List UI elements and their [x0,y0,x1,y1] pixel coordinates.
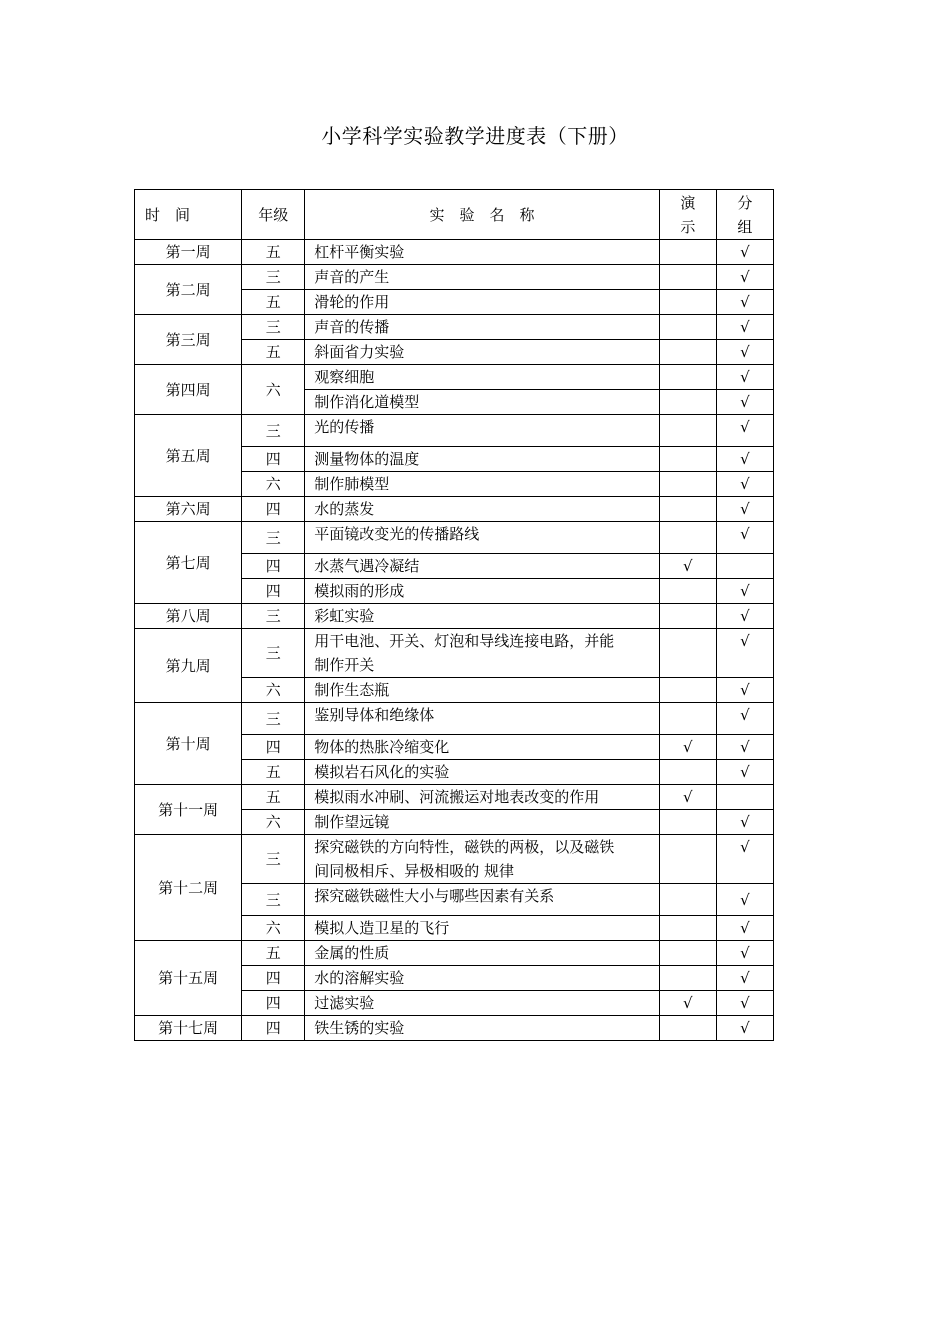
demo-mark-cell [659,290,716,315]
header-group-line1: 分 [737,193,753,212]
week-cell: 第十一周 [135,785,242,835]
grade-cell: 五 [242,760,305,785]
group-mark-cell: √ [716,884,773,916]
group-mark-cell: √ [716,966,773,991]
experiment-name-cell: 平面镜改变光的传播路线 [305,522,660,554]
demo-mark-cell [659,240,716,265]
group-mark-cell: √ [716,265,773,290]
demo-mark-cell [659,415,716,447]
group-mark-cell: √ [716,678,773,703]
table-row [135,315,774,340]
group-mark-cell: √ [716,1016,773,1041]
experiment-name-cell: 模拟雨的形成 [305,579,660,604]
week-cell: 第七周 [135,522,242,604]
grade-cell: 六 [242,678,305,703]
demo-mark-cell: √ [659,735,716,760]
week-cell: 第九周 [135,629,242,703]
grade-cell: 五 [242,290,305,315]
page-title: 小学科学实验教学进度表（下册） [321,124,629,148]
experiment-name-cell: 物体的热胀冷缩变化 [305,735,660,760]
experiment-name-cell: 声音的产生 [305,265,660,290]
week-cell: 第二周 [135,265,242,315]
week-cell: 第十二周 [135,835,242,941]
demo-mark-cell [659,703,716,735]
experiment-name-cell: 模拟人造卫星的飞行 [305,916,660,941]
experiment-name-cell: 滑轮的作用 [305,290,660,315]
grade-cell: 四 [242,735,305,760]
grade-cell: 六 [242,365,305,415]
experiment-name-cell: 水的蒸发 [305,497,660,522]
grade-cell: 五 [242,941,305,966]
header-demo-line2: 示 [680,217,696,236]
week-cell: 第六周 [135,497,242,522]
group-mark-cell: √ [716,447,773,472]
experiment-name-cell: 模拟岩石风化的实验 [305,760,660,785]
experiment-name-cell: 彩虹实验 [305,604,660,629]
grade-cell: 四 [242,447,305,472]
experiment-name-line1: 用干电池、开关、灯泡和导线连接电路，并能 [314,632,615,650]
demo-mark-cell [659,760,716,785]
demo-mark-cell: √ [659,554,716,579]
experiment-name-cell [305,629,660,678]
table-row [135,415,774,447]
header-demo [659,190,716,240]
experiment-schedule-table [134,189,774,1041]
experiment-name-cell: 制作生态瓶 [305,678,660,703]
header-experiment-name: 实 验 名 称 [305,190,660,240]
week-cell: 第十周 [135,703,242,785]
group-mark-cell: √ [716,579,773,604]
demo-mark-cell [659,604,716,629]
group-mark-cell [716,785,773,810]
table-row [135,522,774,554]
experiment-name-cell: 声音的传播 [305,315,660,340]
grade-cell: 四 [242,554,305,579]
group-mark-cell: √ [716,497,773,522]
grade-cell: 六 [242,916,305,941]
experiment-name-cell: 过滤实验 [305,991,660,1016]
group-mark-cell: √ [716,735,773,760]
demo-mark-cell [659,315,716,340]
demo-mark-cell [659,579,716,604]
demo-mark-cell [659,265,716,290]
week-cell: 第一周 [135,240,242,265]
group-mark-cell: √ [716,916,773,941]
group-mark-cell: √ [716,340,773,365]
group-mark-cell: √ [716,941,773,966]
table-row [135,835,774,884]
table-row [135,629,774,678]
table-row [135,1016,774,1041]
table-row [135,240,774,265]
grade-cell: 四 [242,991,305,1016]
grade-cell: 三 [242,522,305,554]
header-grade: 年级 [242,190,305,240]
group-mark-cell: √ [716,290,773,315]
experiment-name-line1: 探究磁铁的方向特性，磁铁的两极，以及磁铁 [314,838,615,856]
grade-cell: 四 [242,966,305,991]
experiment-name-line2: 制作开关 [314,656,375,674]
header-group-line2: 组 [737,217,753,236]
demo-mark-cell [659,497,716,522]
group-mark-cell: √ [716,810,773,835]
experiment-name-cell: 制作望远镜 [305,810,660,835]
table-row [135,941,774,966]
experiment-name-cell [305,835,660,884]
demo-mark-cell [659,629,716,678]
grade-cell: 四 [242,497,305,522]
experiment-name-cell: 水的溶解实验 [305,966,660,991]
demo-mark-cell [659,472,716,497]
grade-cell: 三 [242,884,305,916]
grade-cell: 五 [242,340,305,365]
demo-mark-cell: √ [659,785,716,810]
week-cell: 第三周 [135,315,242,365]
table-row [135,785,774,810]
group-mark-cell: √ [716,472,773,497]
week-cell: 第五周 [135,415,242,497]
week-cell: 第八周 [135,604,242,629]
experiment-name-cell: 探究磁铁磁性大小与哪些因素有关系 [305,884,660,916]
header-week: 时 间 [135,190,242,240]
grade-cell: 三 [242,415,305,447]
table-row [135,703,774,735]
demo-mark-cell [659,810,716,835]
grade-cell: 四 [242,1016,305,1041]
table-row [135,365,774,390]
grade-cell: 三 [242,604,305,629]
group-mark-cell: √ [716,365,773,390]
experiment-name-cell: 制作消化道模型 [305,390,660,415]
grade-cell: 六 [242,472,305,497]
week-cell: 第十五周 [135,941,242,1016]
demo-mark-cell [659,522,716,554]
experiment-name-cell: 金属的性质 [305,941,660,966]
experiment-name-cell: 模拟雨水冲刷、河流搬运对地表改变的作用 [305,785,660,810]
header-group [716,190,773,240]
demo-mark-cell [659,884,716,916]
experiment-name-cell: 水蒸气遇冷凝结 [305,554,660,579]
grade-cell: 三 [242,835,305,884]
experiment-name-cell: 铁生锈的实验 [305,1016,660,1041]
group-mark-cell: √ [716,604,773,629]
grade-cell: 三 [242,703,305,735]
grade-cell: 五 [242,240,305,265]
week-cell: 第四周 [135,365,242,415]
experiment-name-cell: 斜面省力实验 [305,340,660,365]
grade-cell: 五 [242,785,305,810]
demo-mark-cell [659,916,716,941]
group-mark-cell: √ [716,522,773,554]
grade-cell: 四 [242,579,305,604]
grade-cell: 三 [242,315,305,340]
week-cell: 第十七周 [135,1016,242,1041]
group-mark-cell: √ [716,703,773,735]
demo-mark-cell [659,447,716,472]
experiment-name-cell: 光的传播 [305,415,660,447]
group-mark-cell: √ [716,240,773,265]
header-row [135,190,774,240]
group-mark-cell: √ [716,390,773,415]
grade-cell: 三 [242,265,305,290]
experiment-name-cell: 杠杆平衡实验 [305,240,660,265]
experiment-name-cell: 测量物体的温度 [305,447,660,472]
experiment-name-cell: 制作肺模型 [305,472,660,497]
group-mark-cell: √ [716,835,773,884]
demo-mark-cell [659,966,716,991]
demo-mark-cell [659,365,716,390]
table-row [135,265,774,290]
group-mark-cell: √ [716,415,773,447]
demo-mark-cell [659,835,716,884]
table-row [135,497,774,522]
demo-mark-cell [659,390,716,415]
demo-mark-cell [659,1016,716,1041]
experiment-name-cell: 观察细胞 [305,365,660,390]
demo-mark-cell [659,941,716,966]
demo-mark-cell [659,340,716,365]
group-mark-cell [716,554,773,579]
group-mark-cell: √ [716,629,773,678]
header-demo-line1: 演 [680,193,696,212]
group-mark-cell: √ [716,760,773,785]
group-mark-cell: √ [716,315,773,340]
demo-mark-cell: √ [659,991,716,1016]
experiment-name-cell: 鉴别导体和绝缘体 [305,703,660,735]
table-row [135,604,774,629]
demo-mark-cell [659,678,716,703]
experiment-name-line2: 间同极相斥、异极相吸的 规律 [314,862,515,880]
group-mark-cell: √ [716,991,773,1016]
grade-cell: 六 [242,810,305,835]
grade-cell: 三 [242,629,305,678]
